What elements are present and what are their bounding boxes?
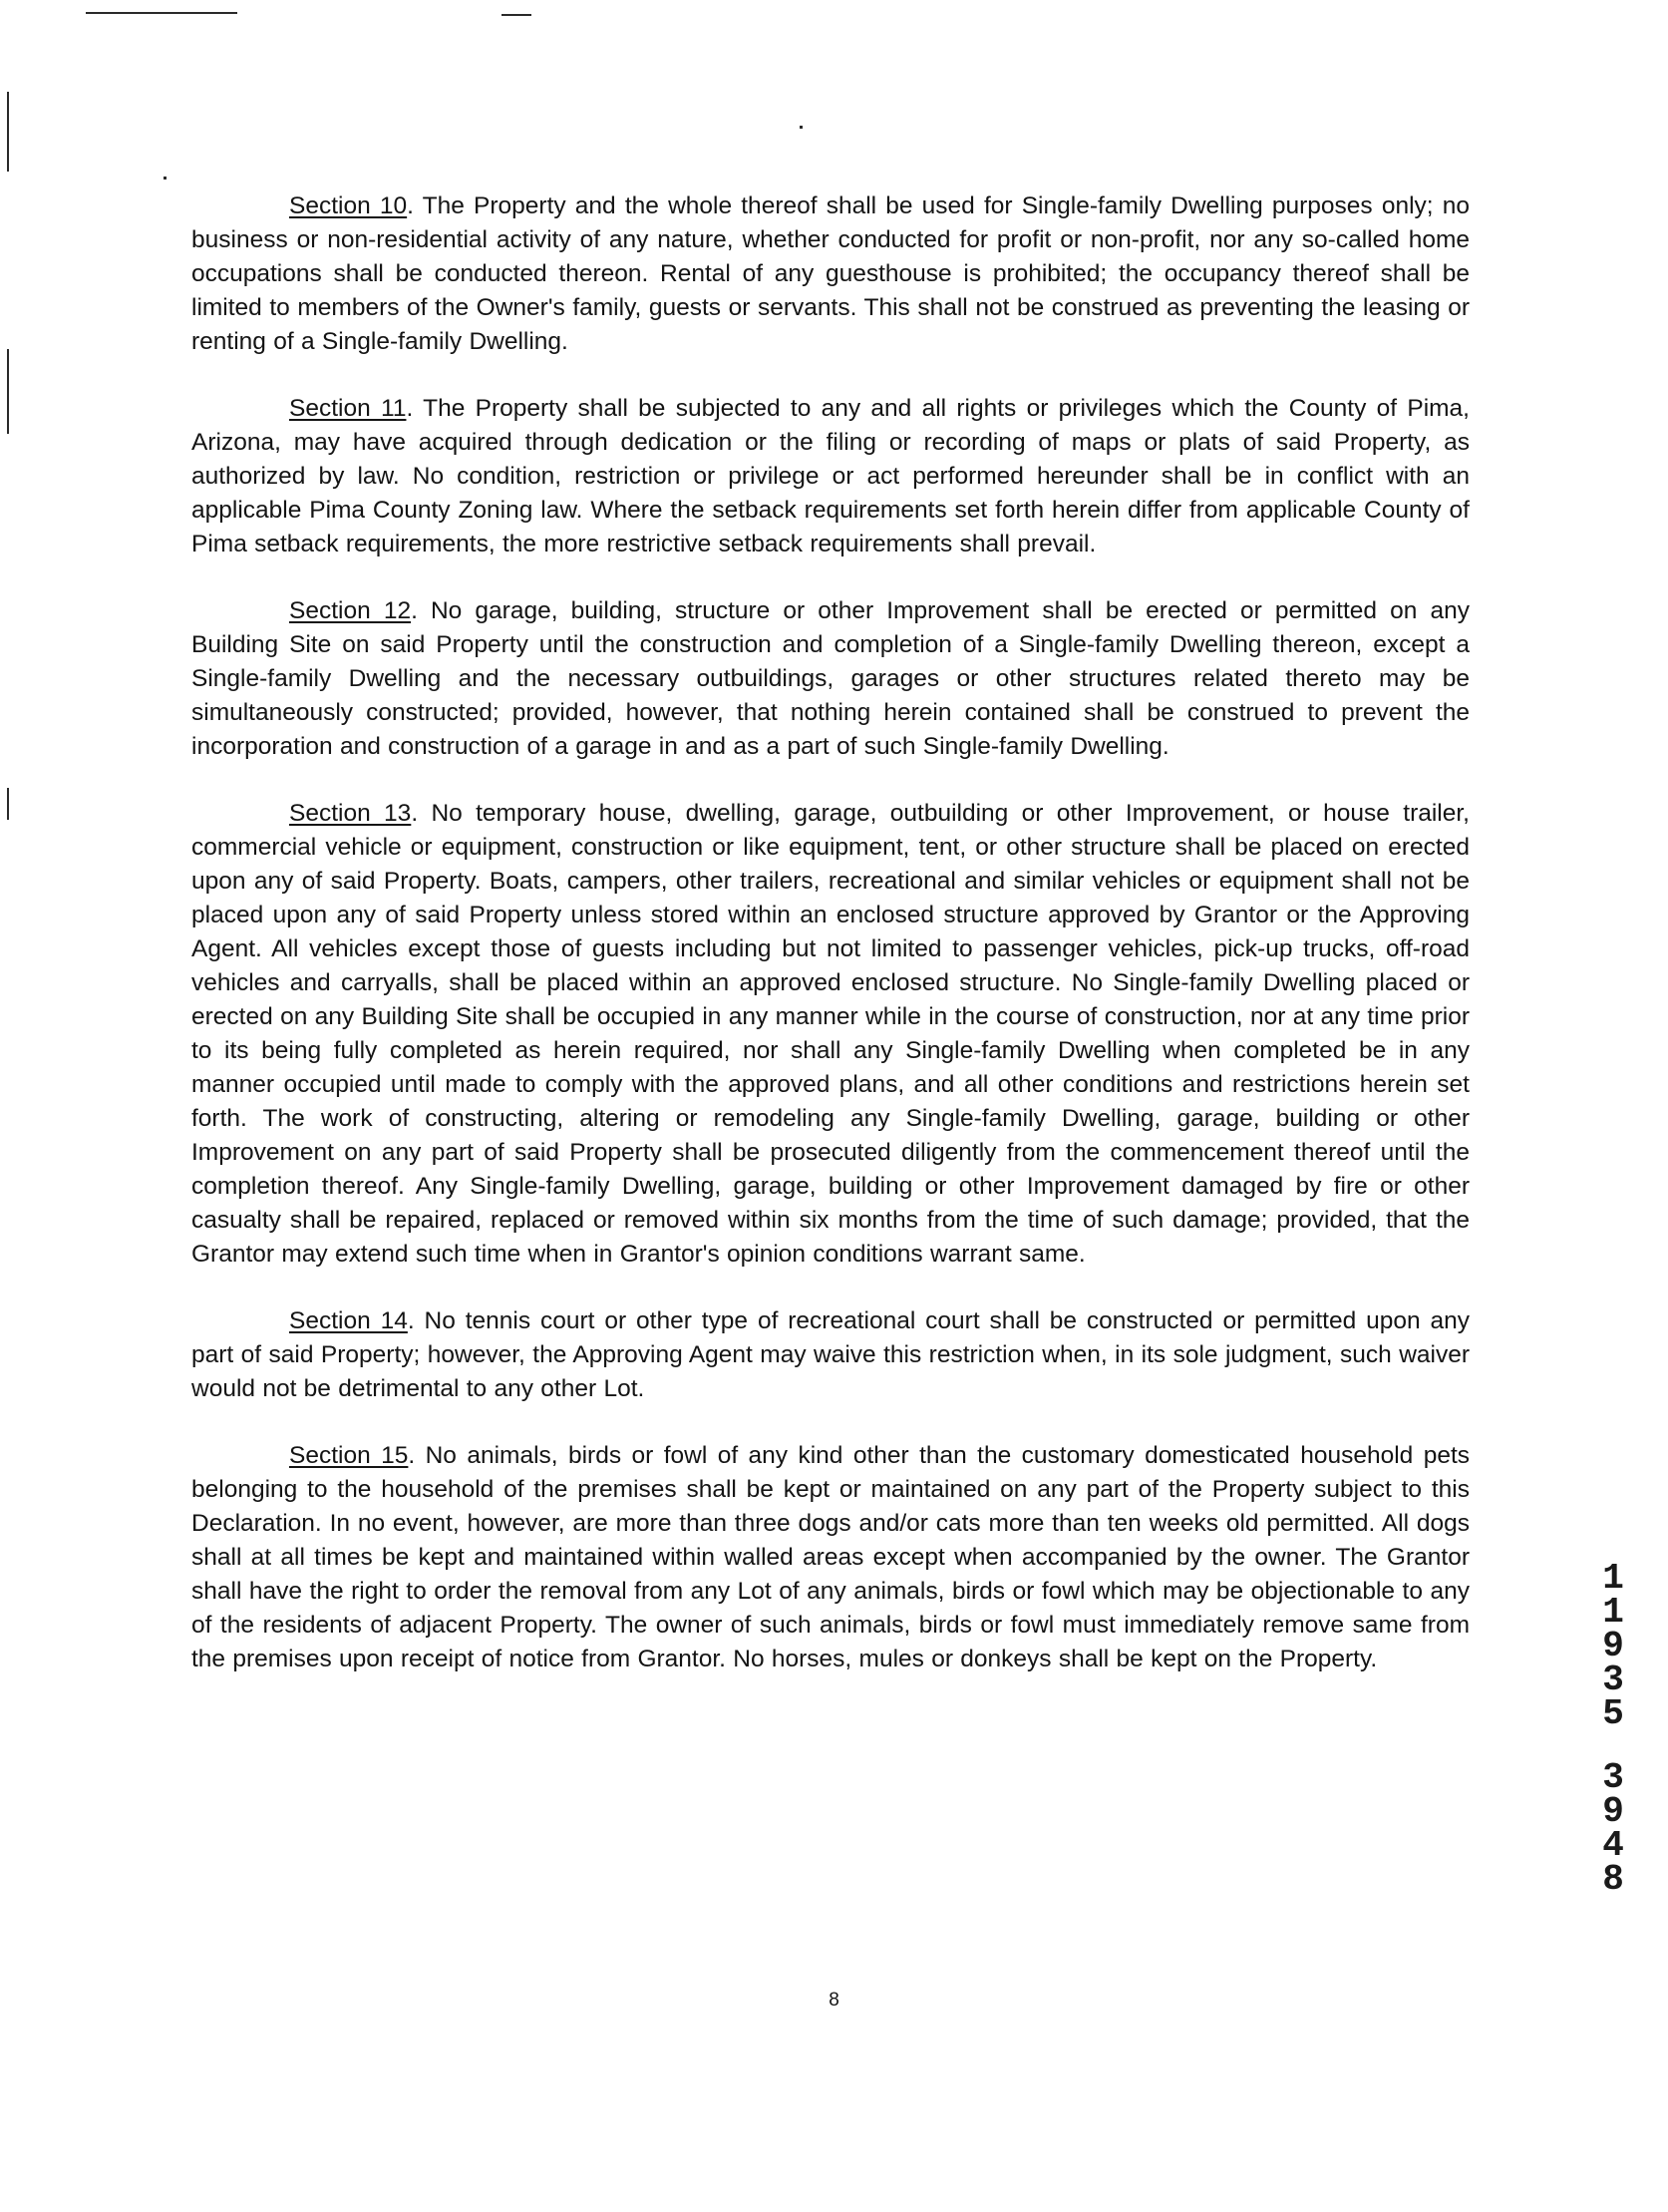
section-14 [191,1304,1470,1406]
section-13-text: . No temporary house, dwelling, garage, outbuilding or other Improvement, or house trailer, commercial vehicle or equipment, construction or like equipment, tent, or other structure shall be placed on erected upon any of said Property. Boats, campers, other trailers, recreational and similar vehicles or equipment shall not be placed upon any of said Property unless stored within an enclosed structure approved by Grantor or the Approving Agent. All vehicles except those of guests including but not limited to passenger vehicles, pick-up trucks, off-road vehicles and carryalls, shall be placed within an approved enclosed structure. No Single-family Dwelling placed or erected on any Building Site shall be occupied in any manner while in the course of construction, nor at any time prior to its being fully completed as herein required, nor shall any Single-family Dwelling when completed be in any manner occupied until made to comply with the approved plans, and all other conditions and restrictions herein set forth. The work of constructing, altering or remodeling any Single-family Dwelling, garage, building or other Improvement on any part of said Property shall be prosecuted diligently from the commencement thereof until the completion thereof. Any Single-family Dwelling, garage, building or other Improvement damaged by fire or other casualty shall be repaired, replaced or removed within six months from the time of such damage; provided, that the Grantor may extend such time when in Grantor's opinion conditions warrant same. [191,800,1470,1268]
margin-digit: 9 [1602,1791,1624,1832]
section-11 [191,392,1470,561]
margin-digit: 1 [1602,1558,1624,1599]
section-14-heading: Section 14 [289,1307,408,1334]
section-11-text: . The Property shall be subjected to any and all rights or privileges which the County of Pima, Arizona, may have acquired through dedication or the filing or recording of maps or plats of said Property, as authorized by law. No condition, restriction or privilege or act performed hereunder shall be in conflict with an applicable Pima County Zoning law. Where the setback requirements set forth herein differ from applicable County of Pima setback requirements, the more restrictive setback requirements shall prevail. [191,395,1470,557]
section-15-heading: Section 15 [289,1442,409,1469]
section-13 [191,797,1470,1272]
document-body [191,189,1470,1709]
scan-mark-dot-2 [800,126,803,129]
margin-digit: 5 [1602,1693,1624,1734]
section-10-heading: Section 10 [289,192,408,219]
scan-mark-left-bar-2 [7,349,9,434]
section-10 [191,189,1470,359]
section-12-text: . No garage, building, structure or other Improvement shall be erected or permitted on any Building Site on said Property until the construction and completion of a Single-family Dwelling thereon, except a Single-family Dwelling and the necessary outbuildings, garages or other structures related thereto may be simultaneously constructed; provided, however, that nothing herein contained shall be construed to prevent the incorporation and construction of a garage in and as a part of such Single-family Dwelling. [191,597,1470,760]
scan-mark-dot-1 [164,177,167,180]
scan-mark-left-bar-3 [7,788,9,820]
section-12 [191,594,1470,764]
section-14-text: . No tennis court or other type of recreational court shall be constructed or permitted upon any part of said Property; however, the Approving Agent may waive this restriction when, in its sole judgment, such waiver would not be detrimental to any other Lot. [191,1307,1471,1402]
scan-mark-top-rule [86,12,237,14]
section-12-heading: Section 12 [289,597,412,624]
section-15-text: . No animals, birds or fowl of any kind other than the customary domesticated household pets belonging to the household of the premises shall be kept or maintained on any part of the Property subject to this Declaration. In no event, however, are more than three dogs and/or cats more than ten weeks old permitted. All dogs shall at all times be kept and maintained within walled areas except when accompanied by the owner. The Grantor shall have the right to order the removal from any Lot of any animals, birds or fowl which may be objectionable to any of the residents of adjacent Property. The owner of such animals, birds or fowl must immediately remove same from the premises upon receipt of notice from Grantor. No horses, mules or donkeys shall be kept on the Property. [191,1442,1470,1672]
section-13-heading: Section 13 [289,800,412,827]
margin-digit: 3 [1602,1659,1624,1700]
section-15 [191,1439,1470,1676]
scan-mark-left-bar-1 [7,92,9,172]
scan-mark-top-dash [501,14,531,16]
page-number: 8 [829,1990,839,2011]
margin-digit: 8 [1602,1859,1624,1900]
margin-digit: 9 [1602,1626,1624,1666]
margin-digit: 4 [1602,1825,1624,1866]
section-10-text: . The Property and the whole thereof shall be used for Single-family Dwelling purposes only; no business or non-residential activity of any nature, whether conducted for profit or non-profit, nor any so-called home occupations shall be conducted thereon. Rental of any guesthouse is prohibited; the occupancy thereof shall be limited to members of the Owner's family, guests or servants. This shall not be construed as preventing the leasing or renting of a Single-family Dwelling. [191,192,1470,355]
recording-margin-number [1596,1558,1630,1900]
section-11-heading: Section 11 [289,395,407,422]
margin-digit: 3 [1602,1757,1624,1798]
margin-digit: 1 [1602,1592,1624,1633]
